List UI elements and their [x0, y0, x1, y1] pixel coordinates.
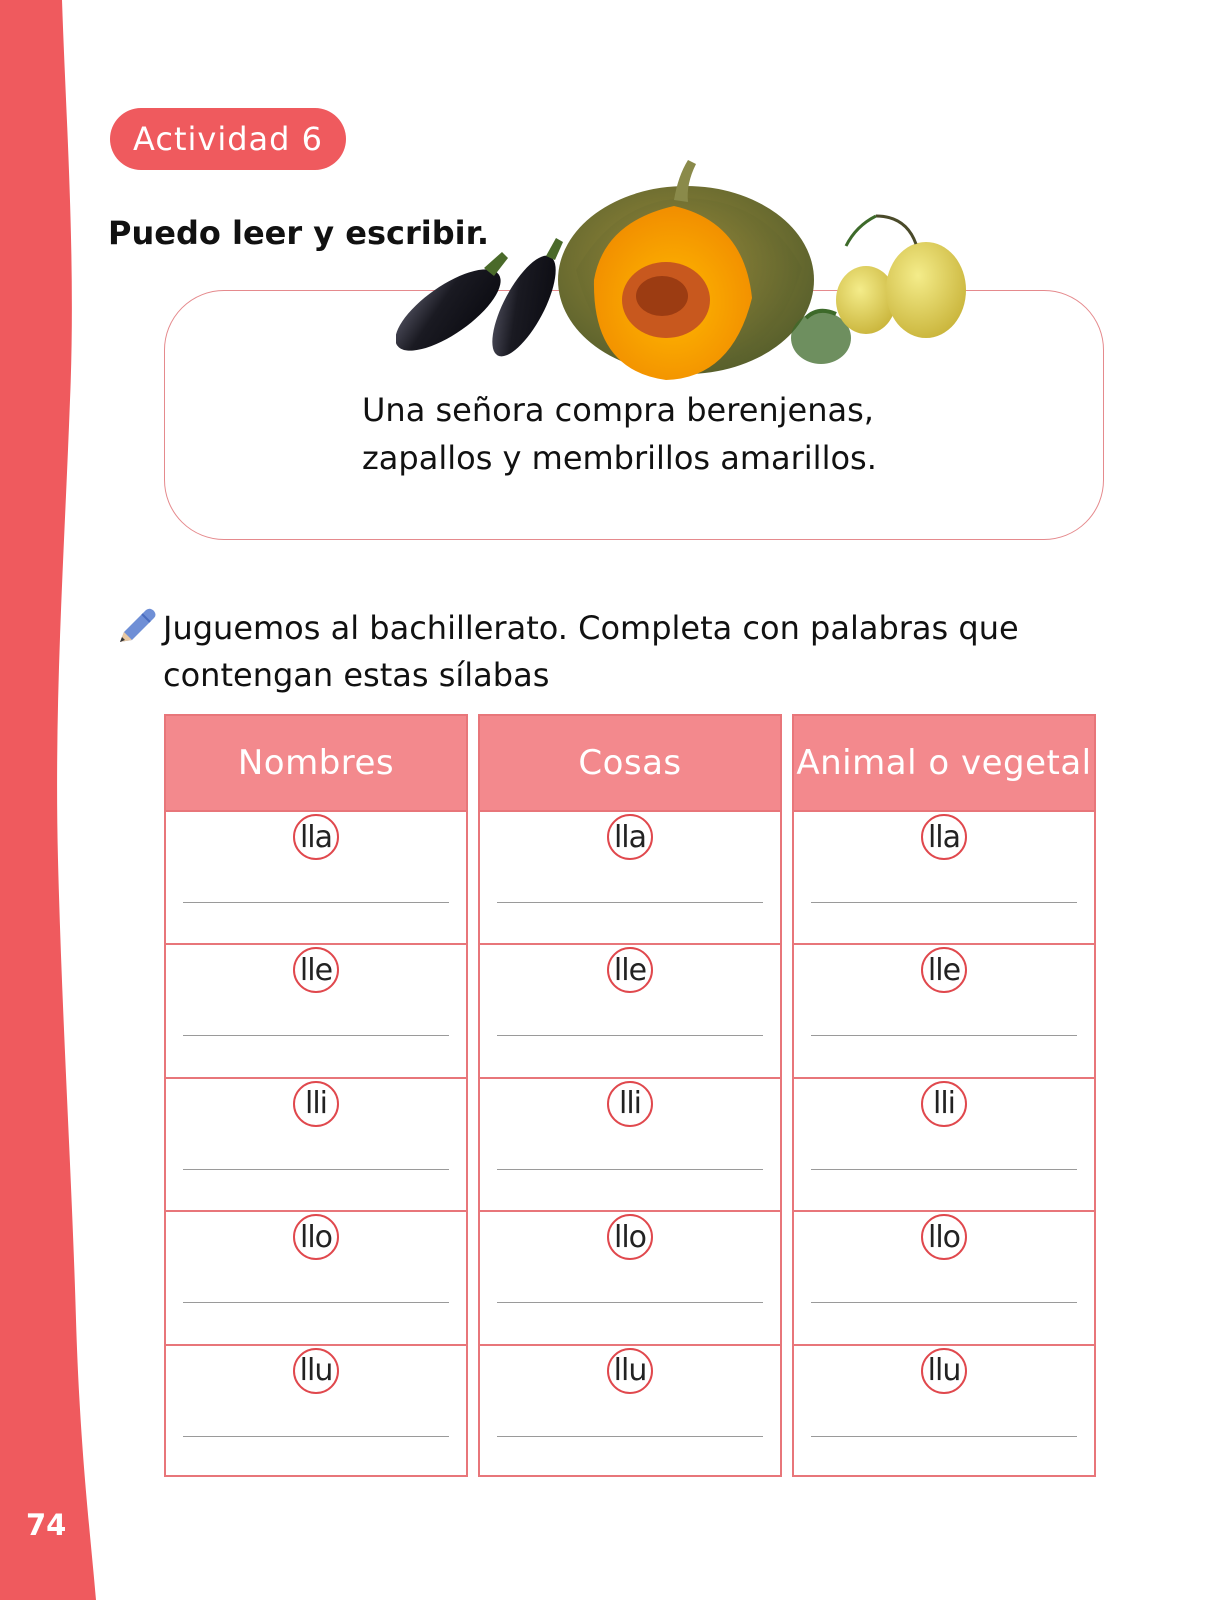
column-header: Cosas: [480, 716, 780, 812]
syllable-badge: llu: [293, 1348, 339, 1394]
answer-line[interactable]: [183, 902, 449, 903]
syllable-badge: lla: [607, 814, 653, 860]
instruction-line: Juguemos al bachillerato. Completa con palabras que: [163, 609, 1019, 647]
answer-line[interactable]: [183, 1302, 449, 1303]
answer-line[interactable]: [183, 1169, 449, 1170]
syllable-badge: lli: [607, 1081, 653, 1127]
table-cell: [480, 945, 780, 1078]
table-cell: [166, 1346, 466, 1479]
answer-line[interactable]: [497, 1035, 763, 1036]
table-cell: [166, 945, 466, 1078]
column-animal-o-vegetal: [792, 714, 1096, 1477]
reading-line: zapallos y membrillos amarillos.: [362, 439, 877, 477]
instruction-line: contengan estas sílabas: [163, 656, 550, 694]
table-cell: [794, 945, 1094, 1078]
side-band: [0, 0, 110, 1600]
answer-line[interactable]: [497, 1169, 763, 1170]
page-subtitle: Puedo leer y escribir.: [108, 214, 489, 252]
syllable-badge: llo: [607, 1214, 653, 1260]
answer-line[interactable]: [811, 1035, 1077, 1036]
pumpkin-icon: [558, 160, 814, 380]
syllable-badge: lli: [293, 1081, 339, 1127]
table-cell: [480, 1079, 780, 1212]
column-header: Nombres: [166, 716, 466, 812]
answer-line[interactable]: [811, 1302, 1077, 1303]
eggplant-icon: [396, 238, 568, 365]
answer-line[interactable]: [811, 1436, 1077, 1437]
table-cell: [794, 1079, 1094, 1212]
instruction: [163, 605, 1063, 699]
syllable-badge: llo: [921, 1214, 967, 1260]
table-cell: [166, 812, 466, 945]
pencil-icon: [112, 604, 160, 652]
column-nombres: [164, 714, 468, 1477]
table-cell: [166, 1079, 466, 1212]
syllable-badge: lle: [921, 947, 967, 993]
syllable-badge: llu: [921, 1348, 967, 1394]
answer-line[interactable]: [183, 1436, 449, 1437]
quince-icon: [791, 216, 966, 364]
syllable-badge: lle: [293, 947, 339, 993]
syllable-badge: llo: [293, 1214, 339, 1260]
answer-line[interactable]: [183, 1035, 449, 1036]
syllable-badge: lle: [607, 947, 653, 993]
answer-line[interactable]: [811, 1169, 1077, 1170]
column-header: Animal o vegetal: [794, 716, 1094, 812]
table-cell: [794, 1346, 1094, 1479]
syllable-badge: lla: [293, 814, 339, 860]
table-cell: [480, 1346, 780, 1479]
syllable-badge: lli: [921, 1081, 967, 1127]
table-cell: [794, 812, 1094, 945]
reading-text: [362, 386, 982, 482]
column-cosas: [478, 714, 782, 1477]
answer-line[interactable]: [811, 902, 1077, 903]
syllable-badge: lla: [921, 814, 967, 860]
reading-line: Una señora compra berenjenas,: [362, 391, 874, 429]
answer-line[interactable]: [497, 1436, 763, 1437]
table-cell: [480, 812, 780, 945]
table-cell: [794, 1212, 1094, 1345]
answer-line[interactable]: [497, 1302, 763, 1303]
vegetables-illustration: [396, 160, 988, 382]
table-cell: [166, 1212, 466, 1345]
answer-line[interactable]: [497, 902, 763, 903]
table-cell: [480, 1212, 780, 1345]
activity-badge: Actividad 6: [110, 108, 346, 170]
syllable-badge: llu: [607, 1348, 653, 1394]
page-number: 74: [26, 1508, 67, 1542]
